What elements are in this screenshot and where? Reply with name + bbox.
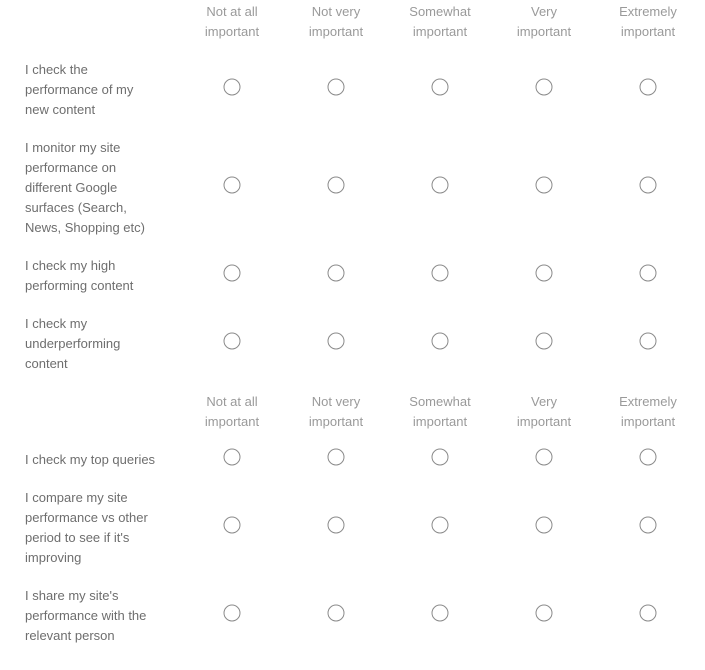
row-label — [25, 138, 175, 238]
rating-radio[interactable] — [432, 605, 449, 622]
text-line: important — [204, 24, 260, 39]
rating-radio[interactable] — [536, 79, 553, 96]
rating-radio[interactable] — [536, 605, 553, 622]
text-line: I compare my site — [25, 490, 128, 505]
rating-radio[interactable] — [432, 449, 449, 466]
text-line: Very — [530, 394, 557, 409]
text-line: surfaces (Search, — [25, 200, 127, 215]
rating-radio[interactable] — [224, 79, 241, 96]
rating-radio[interactable] — [536, 333, 553, 350]
rating-radio[interactable] — [328, 517, 345, 534]
rating-radio[interactable] — [536, 177, 553, 194]
rating-radio[interactable] — [536, 265, 553, 282]
text-line: performance with the — [25, 608, 147, 623]
rating-radio[interactable] — [224, 605, 241, 622]
column-header — [180, 392, 284, 432]
column-header — [388, 2, 492, 42]
text-line: important — [412, 414, 468, 429]
text-line: new content — [25, 102, 96, 117]
text-line: I check my — [25, 316, 88, 331]
column-header — [492, 392, 596, 432]
rating-radio[interactable] — [640, 265, 657, 282]
text-line: News, Shopping etc) — [25, 220, 145, 235]
rating-radio[interactable] — [432, 177, 449, 194]
rating-radio[interactable] — [328, 265, 345, 282]
column-header — [284, 392, 388, 432]
text-line: important — [204, 414, 260, 429]
text-line: important — [412, 24, 468, 39]
rating-radio[interactable] — [328, 605, 345, 622]
column-header — [284, 2, 388, 42]
rating-radio[interactable] — [328, 177, 345, 194]
text-line: Extremely — [619, 4, 677, 19]
text-line: different Google — [25, 180, 118, 195]
text-line: important — [308, 24, 364, 39]
column-header — [180, 2, 284, 42]
rating-radio[interactable] — [640, 333, 657, 350]
row-label — [25, 586, 175, 646]
column-header — [596, 2, 700, 42]
text-line: I check my high — [25, 258, 116, 273]
text-line: Not very — [311, 394, 361, 409]
text-line: Not very — [311, 4, 361, 19]
rating-radio[interactable] — [328, 333, 345, 350]
rating-radio[interactable] — [224, 449, 241, 466]
row-label — [25, 314, 175, 374]
rating-radio[interactable] — [224, 265, 241, 282]
text-line: important — [308, 414, 364, 429]
rating-radio[interactable] — [640, 517, 657, 534]
rating-radio[interactable] — [432, 79, 449, 96]
rating-radio[interactable] — [432, 333, 449, 350]
row-label — [25, 488, 175, 568]
text-line: Extremely — [619, 394, 677, 409]
text-line: performance on — [25, 160, 117, 175]
text-line: underperforming — [25, 336, 121, 351]
rating-radio[interactable] — [536, 449, 553, 466]
text-line: performance vs other — [25, 510, 148, 525]
row-label — [25, 60, 175, 120]
text-line: I share my site's — [25, 588, 119, 603]
text-line: Very — [530, 4, 557, 19]
text-line: important — [516, 24, 572, 39]
column-header — [388, 392, 492, 432]
rating-radio[interactable] — [328, 449, 345, 466]
text-line: content — [25, 356, 68, 371]
text-line: Not at all — [206, 4, 258, 19]
rating-radio[interactable] — [640, 79, 657, 96]
column-header — [492, 2, 596, 42]
text-line: I check the — [25, 62, 88, 77]
rating-radio[interactable] — [536, 517, 553, 534]
text-line: Somewhat — [409, 4, 471, 19]
rating-radio[interactable] — [224, 177, 241, 194]
rating-radio[interactable] — [328, 79, 345, 96]
rating-radio[interactable] — [640, 449, 657, 466]
text-line: performing content — [25, 278, 134, 293]
rating-radio[interactable] — [432, 517, 449, 534]
text-line: Somewhat — [409, 394, 471, 409]
text-line: relevant person — [25, 628, 115, 643]
text-line: improving — [25, 550, 82, 565]
rating-radio[interactable] — [640, 177, 657, 194]
rating-radio[interactable] — [224, 333, 241, 350]
text-line: important — [620, 24, 676, 39]
text-line: period to see if it's — [25, 530, 130, 545]
text-line: important — [620, 414, 676, 429]
rating-radio[interactable] — [640, 605, 657, 622]
row-label — [25, 450, 175, 470]
row-label — [25, 256, 175, 296]
text-line: Not at all — [206, 394, 258, 409]
text-line: performance of my — [25, 82, 134, 97]
rating-radio[interactable] — [224, 517, 241, 534]
text-line: I monitor my site — [25, 140, 121, 155]
column-header — [596, 392, 700, 432]
text-line: I check my top queries — [25, 452, 156, 467]
rating-radio[interactable] — [432, 265, 449, 282]
text-line: important — [516, 414, 572, 429]
